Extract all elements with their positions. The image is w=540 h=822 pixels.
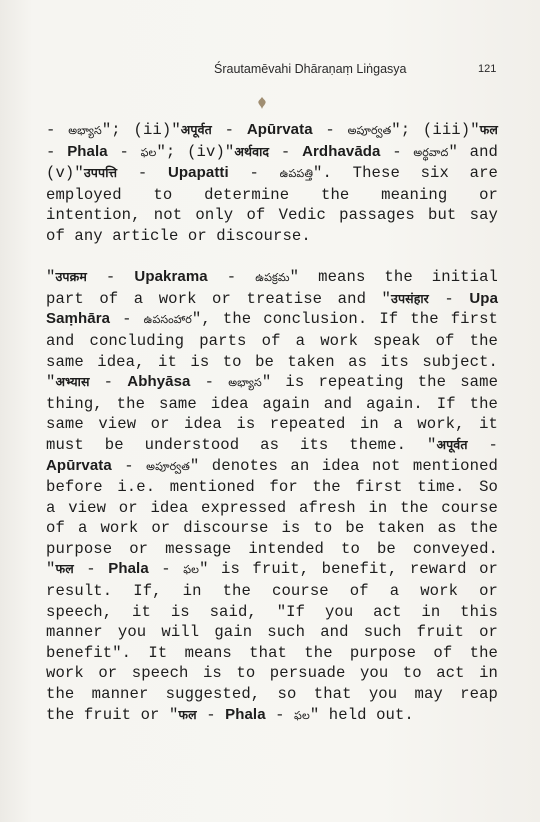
text-line: work or speech is to persuade you to act in (46, 664, 498, 683)
body-text (46, 120, 498, 726)
text-line: a view or idea expressed afresh in the course (46, 498, 498, 517)
text-line: same idea, it is to be taken as its subject. (46, 352, 498, 371)
page-header (0, 62, 540, 82)
text-line: the manner suggested, so that you may reap (46, 685, 498, 704)
text-line: speech, it is said, "If you act in this (46, 602, 498, 621)
text-line: intention, not only of Vedic passages but say (46, 206, 498, 225)
paragraph-1 (46, 120, 498, 247)
text-line: manner you will gain such and such fruit or (46, 623, 498, 642)
text-line: before i.e. mentioned for the first time. So (46, 478, 498, 497)
text-line: the fruit or "फल - Phala - ఫల" held out. (46, 705, 414, 724)
paragraph-2 (46, 267, 498, 726)
text-line: result. If, in the course of a work or (46, 582, 498, 601)
text-line: must be understood as its theme. "अपूर्वत - (46, 435, 498, 454)
text-line: and concluding parts of a work speak of the (46, 331, 498, 350)
text-line: thing, the same idea again and again. If the (46, 394, 498, 413)
text-line: "फल - Phala - ఫల" is fruit, benefit, reward or (46, 560, 498, 579)
text-line: (v)"उपपत्ति - Upapatti - ఉపపత్తి". These six are (46, 164, 499, 183)
text-line: - Phala - ఫల"; (iv)"अर्थवाद - Ardhavāda - అర్థవాద" and (46, 142, 498, 161)
page-number: 121 (478, 63, 497, 75)
text-line: Saṃhāra - ఉపసంహార", the conclusion. If the first (46, 310, 498, 329)
text-line: "उपक्रम - Upakrama - ఉపక్రమ" means the initial (46, 268, 499, 287)
text-line: of a work or discourse is to be taken as the (46, 519, 498, 538)
text-line: employed to determine the meaning or (46, 185, 498, 204)
running-title: Śrautamēvahi Dhāraṇaṃ Liṅgasya (214, 62, 407, 76)
text-line: purpose or message intended to be conveyed. (46, 539, 498, 558)
text-line: - అభ్యాస"; (ii)"अपूर्वत - Apūrvata - అపూర్వత"; (iii)"फल (46, 121, 498, 139)
text-line: Apūrvata - అపూర్వత" denotes an idea not mentioned (46, 456, 498, 475)
fleuron-icon (256, 96, 268, 110)
text-line: same view or idea is repeated in a work, it (46, 415, 498, 434)
text-line: benefit". It means that the purpose of the (46, 643, 498, 662)
text-line: part of a work or treatise and "उपसंहार - Upa (46, 289, 499, 308)
text-line: of any article or discourse. (46, 226, 311, 245)
text-line: "अभ्यास - Abhyāsa - అభ్యాస" is repeating the same (46, 373, 499, 392)
